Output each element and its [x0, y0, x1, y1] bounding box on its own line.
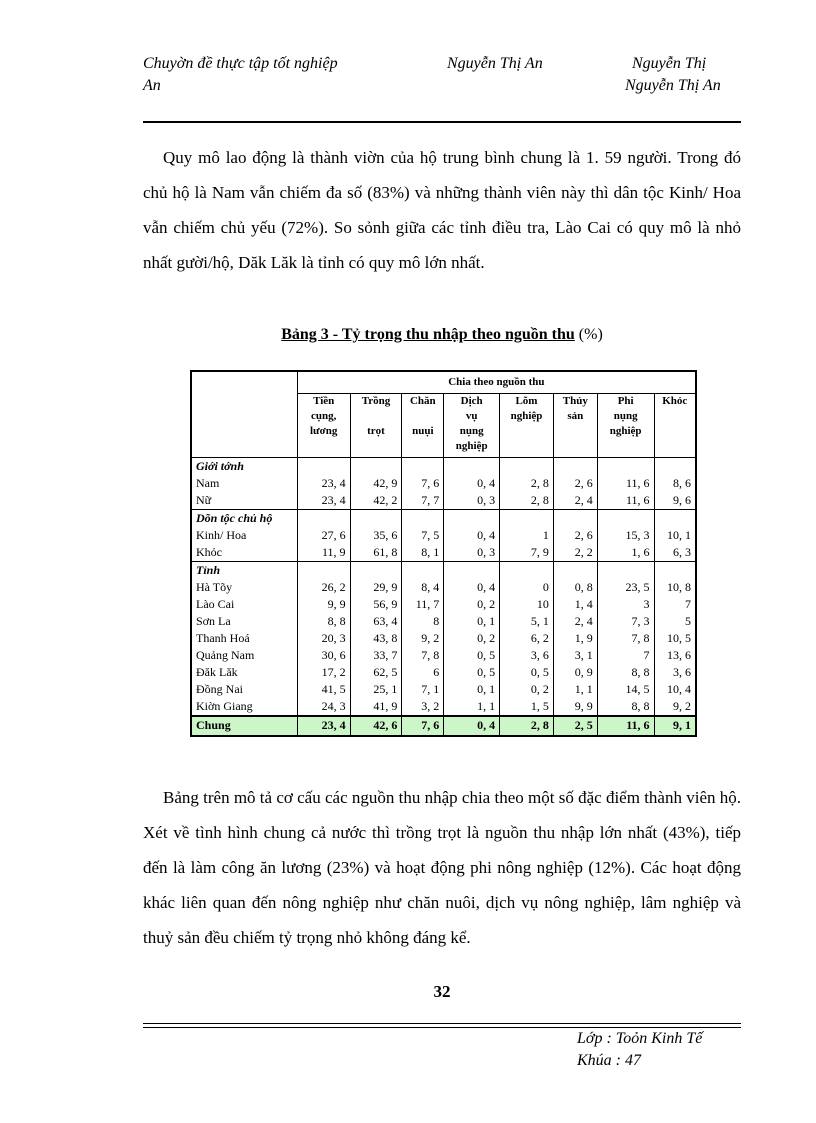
table-cell: 0, 9 — [553, 664, 597, 681]
column-header-line: Trồng — [361, 394, 391, 407]
total-cell: 7, 6 — [402, 716, 444, 736]
table-cell: 1, 1 — [553, 681, 597, 698]
table-cell-empty — [500, 457, 554, 475]
table-cell: 0, 1 — [444, 613, 500, 630]
table-cell: 7, 8 — [597, 630, 654, 647]
table-cell: 41, 9 — [350, 698, 402, 716]
table-cell-empty — [500, 561, 554, 579]
table-row — [191, 492, 696, 510]
column-header-line — [658, 439, 692, 454]
table-cell: 9, 6 — [654, 492, 696, 510]
table-cell: 13, 6 — [654, 647, 696, 664]
table-caption — [143, 326, 741, 344]
table-cell-empty — [553, 509, 597, 527]
table-cell: 2, 4 — [553, 492, 597, 510]
table-cell: 0, 3 — [444, 544, 500, 562]
column-header-line: sản — [567, 409, 584, 422]
column-header-line — [354, 439, 399, 454]
table-cell: 11, 7 — [402, 596, 444, 613]
table-cell-empty — [597, 561, 654, 579]
table-row — [191, 630, 696, 647]
table-cell: 2, 8 — [500, 475, 554, 492]
table-cell: 30, 6 — [297, 647, 350, 664]
column-header-line — [658, 424, 692, 439]
table-cell: 7, 9 — [500, 544, 554, 562]
table-cell-empty — [553, 561, 597, 579]
column-header-line: trọt — [367, 424, 385, 437]
table-cell: 8, 8 — [297, 613, 350, 630]
table-cell: 9, 9 — [297, 596, 350, 613]
table-cell: 1, 5 — [500, 698, 554, 716]
table-cell: 10, 4 — [654, 681, 696, 698]
table-cell: 1 — [500, 527, 554, 544]
table-cell: 11, 6 — [597, 492, 654, 510]
table-cell: 7 — [597, 647, 654, 664]
column-header-line — [503, 424, 550, 439]
row-label: Sơn La — [196, 613, 231, 628]
table-cell: 8, 6 — [654, 475, 696, 492]
column-header-line: cụng, — [310, 409, 337, 422]
table-cell-empty — [553, 457, 597, 475]
table-cell: 6, 3 — [654, 544, 696, 562]
table-section-row — [191, 457, 696, 475]
table-cell: 43, 8 — [350, 630, 402, 647]
table-cell-empty — [654, 561, 696, 579]
table-cell: 10, 1 — [654, 527, 696, 544]
table-cell: 7, 7 — [402, 492, 444, 510]
header-right-fullname: Nguyễn Thị An — [625, 77, 721, 94]
table-cell: 9, 2 — [402, 630, 444, 647]
column-header — [444, 393, 500, 457]
column-header-line: nghiệp — [455, 439, 488, 452]
table-caption-unit: (%) — [578, 326, 603, 343]
table-cell: 10, 5 — [654, 630, 696, 647]
table-cell: 1, 4 — [553, 596, 597, 613]
table-cell: 10 — [500, 596, 554, 613]
footer-course: Khúa : 47 — [577, 1052, 641, 1069]
table-cell: 20, 3 — [297, 630, 350, 647]
table-section-row — [191, 561, 696, 579]
table-cell-empty — [297, 457, 350, 475]
table-cell-empty — [597, 509, 654, 527]
table-cell: 0, 8 — [553, 579, 597, 596]
analysis-paragraph: Bảng trên mô tả cơ cấu các nguồn thu nhập chia theo một số đặc điểm thành viên hộ. Xét về tình hình chung cả nước thì trồng trọt là nguồn thu nhập lớn nhất (43%), tiếp đến là làm công ăn lương (23%) và hoạt động phi nông nghiệp (12%). Các hoạt động khác liên quan đến nông nghiệp như chăn nuôi, dịch vụ nông nghiệp, lâm nghiệp và thuỷ sản đều chiếm tỷ trọng nhỏ không đáng kể. — [143, 788, 741, 947]
total-cell: 9, 1 — [654, 716, 696, 736]
table-cell: 9, 2 — [654, 698, 696, 716]
table-cell-empty — [297, 509, 350, 527]
table-cell: 56, 9 — [350, 596, 402, 613]
table-cell: 7 — [654, 596, 696, 613]
table-cell-empty — [350, 457, 402, 475]
row-label: Khỏc — [196, 544, 222, 559]
row-label: Đồng Nai — [196, 681, 243, 696]
table-cell: 35, 6 — [350, 527, 402, 544]
table-cell: 5 — [654, 613, 696, 630]
total-cell: 2, 8 — [500, 716, 554, 736]
column-header-line: Tiền — [313, 394, 335, 407]
table-cell-empty — [350, 561, 402, 579]
column-header-line — [658, 409, 692, 424]
table-cell: 7, 5 — [402, 527, 444, 544]
row-label: Thanh Hoá — [196, 630, 250, 645]
table-cell-empty — [402, 509, 444, 527]
header-rule — [143, 121, 741, 123]
row-label: Hà Tõy — [196, 579, 233, 594]
table-cell: 3, 6 — [500, 647, 554, 664]
section-title: Dõn tộc chủ hộ — [191, 509, 297, 527]
table-cell: 0, 4 — [444, 527, 500, 544]
table-cell-empty — [444, 509, 500, 527]
table-cell: 41, 5 — [297, 681, 350, 698]
table-cell: 0, 5 — [444, 647, 500, 664]
column-header-line — [503, 439, 550, 454]
column-header-line: Chăn — [409, 394, 436, 407]
footer-rule-top — [143, 1023, 741, 1024]
total-label: Chung — [191, 716, 297, 736]
table-cell: 0, 4 — [444, 475, 500, 492]
table-cell: 8, 1 — [402, 544, 444, 562]
column-header — [597, 393, 654, 457]
table-corner-cell-lower — [191, 393, 297, 457]
table-column-header-row — [191, 393, 696, 457]
intro-paragraph: Quy mô lao động là thành viờn của hộ trung bình chung là 1. 59 người. Trong đó chủ hộ là Nam vẫn chiếm đa số (83%) và những thành viên này thì dân tộc Kinh/ Hoa vẫn chiếm chủ yếu (72%). So sỏnh giữa các tỉnh điều tra, Lào Cai có quy mô là nhỏ nhất gười/hộ, Dăk Lăk là tỉnh có quy mô lớn nhất. — [143, 148, 741, 272]
table-cell-empty — [444, 457, 500, 475]
table-cell: 26, 2 — [297, 579, 350, 596]
column-header-line: Phi — [617, 394, 634, 407]
table-cell: 15, 3 — [597, 527, 654, 544]
table-cell: 42, 2 — [350, 492, 402, 510]
column-header-line — [601, 439, 651, 454]
table-cell: 27, 6 — [297, 527, 350, 544]
table-cell: 3, 6 — [654, 664, 696, 681]
table-cell: 1, 6 — [597, 544, 654, 562]
table-cell: 9, 9 — [553, 698, 597, 716]
table-cell: 2, 2 — [553, 544, 597, 562]
table-cell: 0, 5 — [500, 664, 554, 681]
row-label: Nữ — [196, 492, 212, 507]
table-row — [191, 698, 696, 716]
column-header — [553, 393, 597, 457]
column-header-line: Khỏc — [662, 394, 688, 407]
table-cell: 23, 4 — [297, 475, 350, 492]
row-label: Lào Cai — [196, 596, 235, 611]
column-header-line: Thủy — [562, 394, 588, 407]
table-cell: 7, 1 — [402, 681, 444, 698]
table-corner-cell — [191, 371, 297, 393]
column-header-line: nụng — [613, 409, 638, 422]
table-row — [191, 596, 696, 613]
table-cell: 33, 7 — [350, 647, 402, 664]
column-header-line: vụ — [465, 409, 478, 422]
table-cell-empty — [297, 561, 350, 579]
column-header-line: nuụi — [412, 424, 434, 437]
column-header — [297, 393, 350, 457]
column-header — [500, 393, 554, 457]
table-cell: 23, 4 — [297, 492, 350, 510]
column-header-line: Lõm — [515, 394, 538, 407]
table-cell: 63, 4 — [350, 613, 402, 630]
table-cell: 29, 9 — [350, 579, 402, 596]
row-label: Kiờn Giang — [196, 698, 253, 713]
table-row — [191, 579, 696, 596]
table-cell-empty — [500, 509, 554, 527]
table-cell: 0, 2 — [500, 681, 554, 698]
table-cell: 0 — [500, 579, 554, 596]
table-group-header: Chia theo nguồn thu — [297, 371, 696, 393]
column-header-line: lương — [309, 424, 338, 437]
table-cell: 1, 9 — [553, 630, 597, 647]
table-cell: 7, 6 — [402, 475, 444, 492]
table-cell-empty — [402, 457, 444, 475]
table-cell: 0, 1 — [444, 681, 500, 698]
table-cell: 0, 2 — [444, 596, 500, 613]
table-cell: 7, 8 — [402, 647, 444, 664]
table-cell-empty — [597, 457, 654, 475]
income-source-table — [190, 370, 697, 737]
row-label: Quảng Nam — [196, 647, 255, 662]
table-cell-empty — [654, 509, 696, 527]
table-cell: 8, 4 — [402, 579, 444, 596]
table-section-row — [191, 509, 696, 527]
column-header — [350, 393, 402, 457]
row-label: Nam — [196, 475, 220, 490]
header-left-title: Chuyờn đề thực tập tốt nghiệp — [143, 55, 338, 72]
table-cell: 1, 1 — [444, 698, 500, 716]
table-cell: 11, 9 — [297, 544, 350, 562]
column-header-line — [557, 424, 594, 439]
page-number: 32 — [433, 982, 451, 1001]
table-row — [191, 647, 696, 664]
table-cell: 3, 2 — [402, 698, 444, 716]
table-cell: 8 — [402, 613, 444, 630]
header-right-name: Nguyễn Thị — [632, 55, 707, 72]
table-cell-empty — [444, 561, 500, 579]
table-row — [191, 664, 696, 681]
table-cell: 23, 5 — [597, 579, 654, 596]
table-cell: 7, 3 — [597, 613, 654, 630]
table-cell: 25, 1 — [350, 681, 402, 698]
table-row — [191, 613, 696, 630]
total-cell: 11, 6 — [597, 716, 654, 736]
footer-class: Lớp : Toỏn Kinh Tế — [577, 1030, 703, 1047]
total-cell: 2, 5 — [553, 716, 597, 736]
table-cell: 0, 4 — [444, 579, 500, 596]
header-left-continuation: An — [143, 77, 161, 94]
table-cell-empty — [402, 561, 444, 579]
total-cell: 23, 4 — [297, 716, 350, 736]
column-header — [654, 393, 696, 457]
table-cell: 11, 6 — [597, 475, 654, 492]
column-header-line — [405, 409, 440, 424]
table-cell: 2, 6 — [553, 527, 597, 544]
row-label: Đăk Lăk — [196, 664, 238, 679]
column-header-line — [354, 409, 399, 424]
column-header-line: nụng — [459, 424, 484, 437]
table-caption-title: Bảng 3 - Tỷ trọng thu nhập theo nguồn thu — [281, 326, 575, 343]
table-cell: 0, 3 — [444, 492, 500, 510]
column-header-line — [557, 439, 594, 454]
table-row — [191, 475, 696, 492]
table-cell: 5, 1 — [500, 613, 554, 630]
table-cell: 6 — [402, 664, 444, 681]
column-header-line: nghiệp — [609, 424, 642, 437]
table-cell: 8, 8 — [597, 698, 654, 716]
column-header-line — [301, 439, 347, 454]
table-row — [191, 527, 696, 544]
table-cell: 14, 5 — [597, 681, 654, 698]
table-total-row — [191, 716, 696, 736]
table-cell: 10, 8 — [654, 579, 696, 596]
total-cell: 42, 6 — [350, 716, 402, 736]
table-cell: 6, 2 — [500, 630, 554, 647]
footer-rule-bottom — [143, 1027, 741, 1028]
table-cell: 3 — [597, 596, 654, 613]
table-cell: 0, 2 — [444, 630, 500, 647]
column-header — [402, 393, 444, 457]
table-cell: 61, 8 — [350, 544, 402, 562]
table-row — [191, 681, 696, 698]
table-cell: 17, 2 — [297, 664, 350, 681]
table-cell: 24, 3 — [297, 698, 350, 716]
table-cell-empty — [654, 457, 696, 475]
column-header-line: Dịch — [460, 394, 483, 407]
table-cell: 3, 1 — [553, 647, 597, 664]
table-cell: 2, 6 — [553, 475, 597, 492]
table-cell: 0, 5 — [444, 664, 500, 681]
section-title: Tỉnh — [191, 561, 297, 579]
table-cell: 42, 9 — [350, 475, 402, 492]
table-cell: 8, 8 — [597, 664, 654, 681]
table-cell-empty — [350, 509, 402, 527]
section-title: Giới tớnh — [191, 457, 297, 475]
total-cell: 0, 4 — [444, 716, 500, 736]
table-cell: 62, 5 — [350, 664, 402, 681]
column-header-line — [405, 439, 440, 454]
table-cell: 2, 4 — [553, 613, 597, 630]
table-row — [191, 544, 696, 562]
header-author: Nguyễn Thị An — [447, 55, 543, 72]
row-label: Kinh/ Hoa — [196, 527, 247, 542]
table-cell: 2, 8 — [500, 492, 554, 510]
column-header-line: nghiệp — [510, 409, 543, 422]
